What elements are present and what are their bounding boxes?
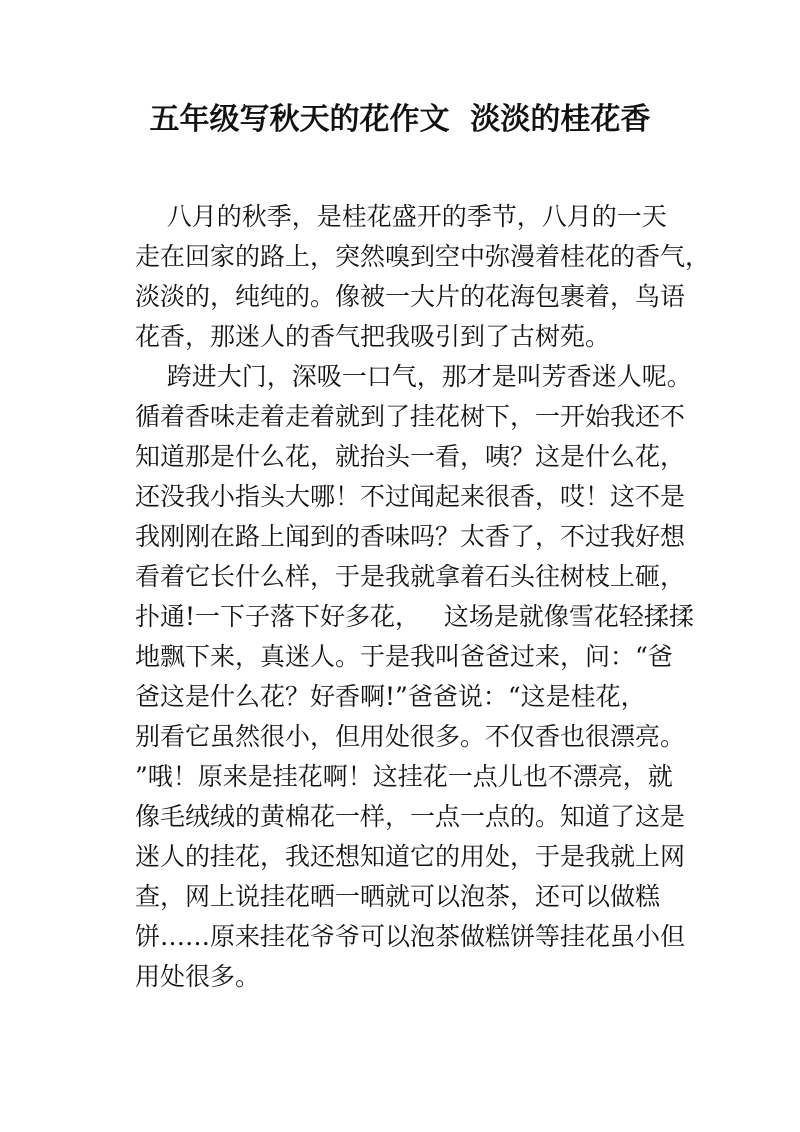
body-line: 爸这是什么花？好香啊!”爸爸说：“这是桂花， [135, 682, 646, 711]
body-line: 花香，那迷人的香气把我吸引到了古树苑。 [135, 322, 611, 351]
body-line: 看着它长什么样，于是我就拿着石头往树枝上砸， [135, 562, 686, 591]
body-line: 扑通!一下子落下好多花， 这场是就像雪花轻揉揉 [135, 602, 694, 631]
body-line: 查，网上说挂花晒一晒就可以泡茶，还可以做糕 [135, 882, 661, 911]
body-line: 淡淡的，纯纯的。像被一大片的花海包裹着，鸟语 [135, 282, 686, 311]
body-line: 循着香味走着走着就到了挂花树下，一开始我还不 [135, 402, 686, 431]
body-line: 饼……原来挂花爷爷可以泡茶做糕饼等挂花虽小但 [135, 922, 686, 951]
body-line: 八月的秋季，是桂花盛开的季节，八月的一天 [135, 202, 667, 231]
body-line: 我刚刚在路上闻到的香味吗？太香了，不过我好想 [135, 522, 686, 551]
body-line: 跨进大门，深吸一口气，那才是叫芳香迷人呢。 [135, 362, 692, 391]
body-line: 走在回家的路上，突然嗅到空中弥漫着桂花的香气， [135, 242, 711, 271]
body-line: 还没我小指头大哪！不过闻起来很香，哎！这不是 [135, 482, 686, 511]
body-line: 迷人的挂花，我还想知道它的用处，于是我就上网 [135, 842, 686, 871]
body-line: 用处很多。 [135, 962, 261, 991]
body-line: ”哦！原来是挂花啊！这挂花一点儿也不漂亮，就 [135, 762, 673, 791]
body-line: 知道那是什么花，就抬头一看，咦？这是什么花， [135, 442, 686, 471]
page-title: 五年级写秋天的花作文 淡淡的桂花香 [149, 102, 651, 137]
body-line: 地飘下来，真迷人。于是我叫爸爸过来，问：“爸 [135, 642, 673, 671]
body-line: 像毛绒绒的黄棉花一样，一点一点的。知道了这是 [135, 802, 686, 831]
body-line: 别看它虽然很小，但用处很多。不仅香也很漂亮。 [135, 722, 686, 751]
